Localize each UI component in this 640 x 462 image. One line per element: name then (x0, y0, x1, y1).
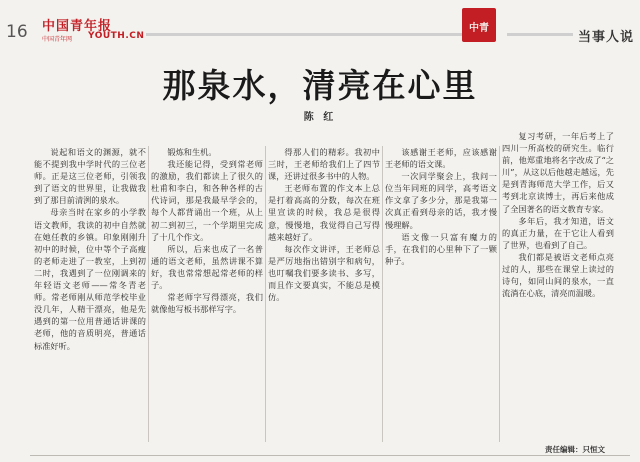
column-divider (148, 146, 149, 442)
paragraph: 常老师字写得漂亮，我们就像他写板书那样写字。 (151, 292, 263, 315)
paragraph: 我们都是被语文老师点亮过的人，那些在课堂上读过的诗句，如同山间的泉水，一直流淌在心底，清亮而温暖。 (502, 251, 614, 299)
column-divider (382, 146, 383, 442)
article-column-2 (151, 146, 263, 444)
paragraph: 我还能记得，受到常老师的激励，我们都读上了很久的杜甫和李白，和各种各样的古代诗词，那是我最早学会的，每个人都背诵出一个班，从上初二到初三，一个学期里完成了十几个作文。 (151, 159, 263, 242)
paragraph: 一次同学聚会上，我问一位当年同班的同学，高考语文作文拿了多少分，那是我第一次真正看到母亲的话，我才慢慢理解。 (385, 171, 497, 230)
paragraph: 复习考研，一年后考上了四川一所高校的研究生。临行前，他郑重地将名字改成了“之川”，从这以后他越走越远，先是到青海师范大学工作，后又考到北京读博士，再后来他成了全国著名的语文教育专家。 (502, 131, 614, 214)
paragraph: 多年后，我才知道，语文的真正力量，在于它让人看到了世界，也看到了自己。 (502, 215, 614, 250)
header-rule-right (507, 33, 573, 36)
logo-url: YOUTH.CN (88, 31, 145, 41)
paragraph: 该感谢王老师，应该感谢王老师的语文课。 (385, 147, 497, 170)
article-column-3 (268, 146, 380, 444)
page-header (0, 0, 640, 48)
article-column-5 (502, 130, 614, 432)
section-title: 当事人说 (578, 30, 635, 45)
paragraph: 每次作文讲评，王老师总是严厉地指出错别字和病句，也叮嘱我们要多读书、多写，而且作文要真实，不能总是模仿。 (268, 243, 380, 303)
paragraph: 所以，后来也成了一名普通的语文老师，虽然讲课不算好，我也常常想起常老师的样子。 (151, 243, 263, 291)
column-divider (265, 146, 266, 442)
page-number: 16 (6, 22, 28, 42)
paragraph: 王老师布置的作文本上总是打着高高的分数，每次在班里宣读的时候，我总是很得意，慢慢地，我觉得自己写得越来越好了。 (268, 183, 380, 242)
article-column-1 (34, 146, 146, 444)
paragraph: 得那人们的精彩。我初中三时，王老师给我们上了四节课，还讲过很多书中的人物。 (268, 147, 380, 182)
column-divider (499, 146, 500, 442)
editor-credit: 责任编辑：只恒文 (545, 445, 605, 454)
newspaper-logo: 中国青年报 (42, 19, 113, 34)
logo-subtitle: 中国青年网 (42, 36, 73, 43)
footer-rule (30, 455, 630, 456)
article-column-4 (385, 146, 497, 444)
paragraph: 锻炼和生机。 (167, 147, 217, 157)
paragraph: 母亲当时在家乡的小学教语文教师，我读的初中自然就在她任教的乡镇。印象刚刚升初中的时候，位中等个子高瘦的老师走进了一教室，上到初二时，我遇到了一位刚调来的年轻语文老师——常冬青老师。常老师刚从师范学校毕业没几年，人精干漂亮，他是先遇到的第一位用普通话讲课的老师，他的音质明亮，普通话标准好听。 (34, 207, 146, 351)
seal-text: 中青 (469, 23, 489, 34)
header-rule-left (146, 33, 488, 36)
seal-stamp-icon (462, 8, 496, 42)
paragraph: 说起和语文的渊源，就不能不提到我中学时代的三位老师。正是这三位老师，引领我到了语文的世界里，让我做我到了那目前清洌的泉水。 (34, 147, 146, 206)
article-title: 那泉水，清亮在心里 (162, 66, 478, 105)
article-author: 陈 红 (303, 112, 337, 123)
paragraph: 语文像一只富有魔力的手，在我们的心里种下了一颗种子。 (385, 231, 497, 266)
